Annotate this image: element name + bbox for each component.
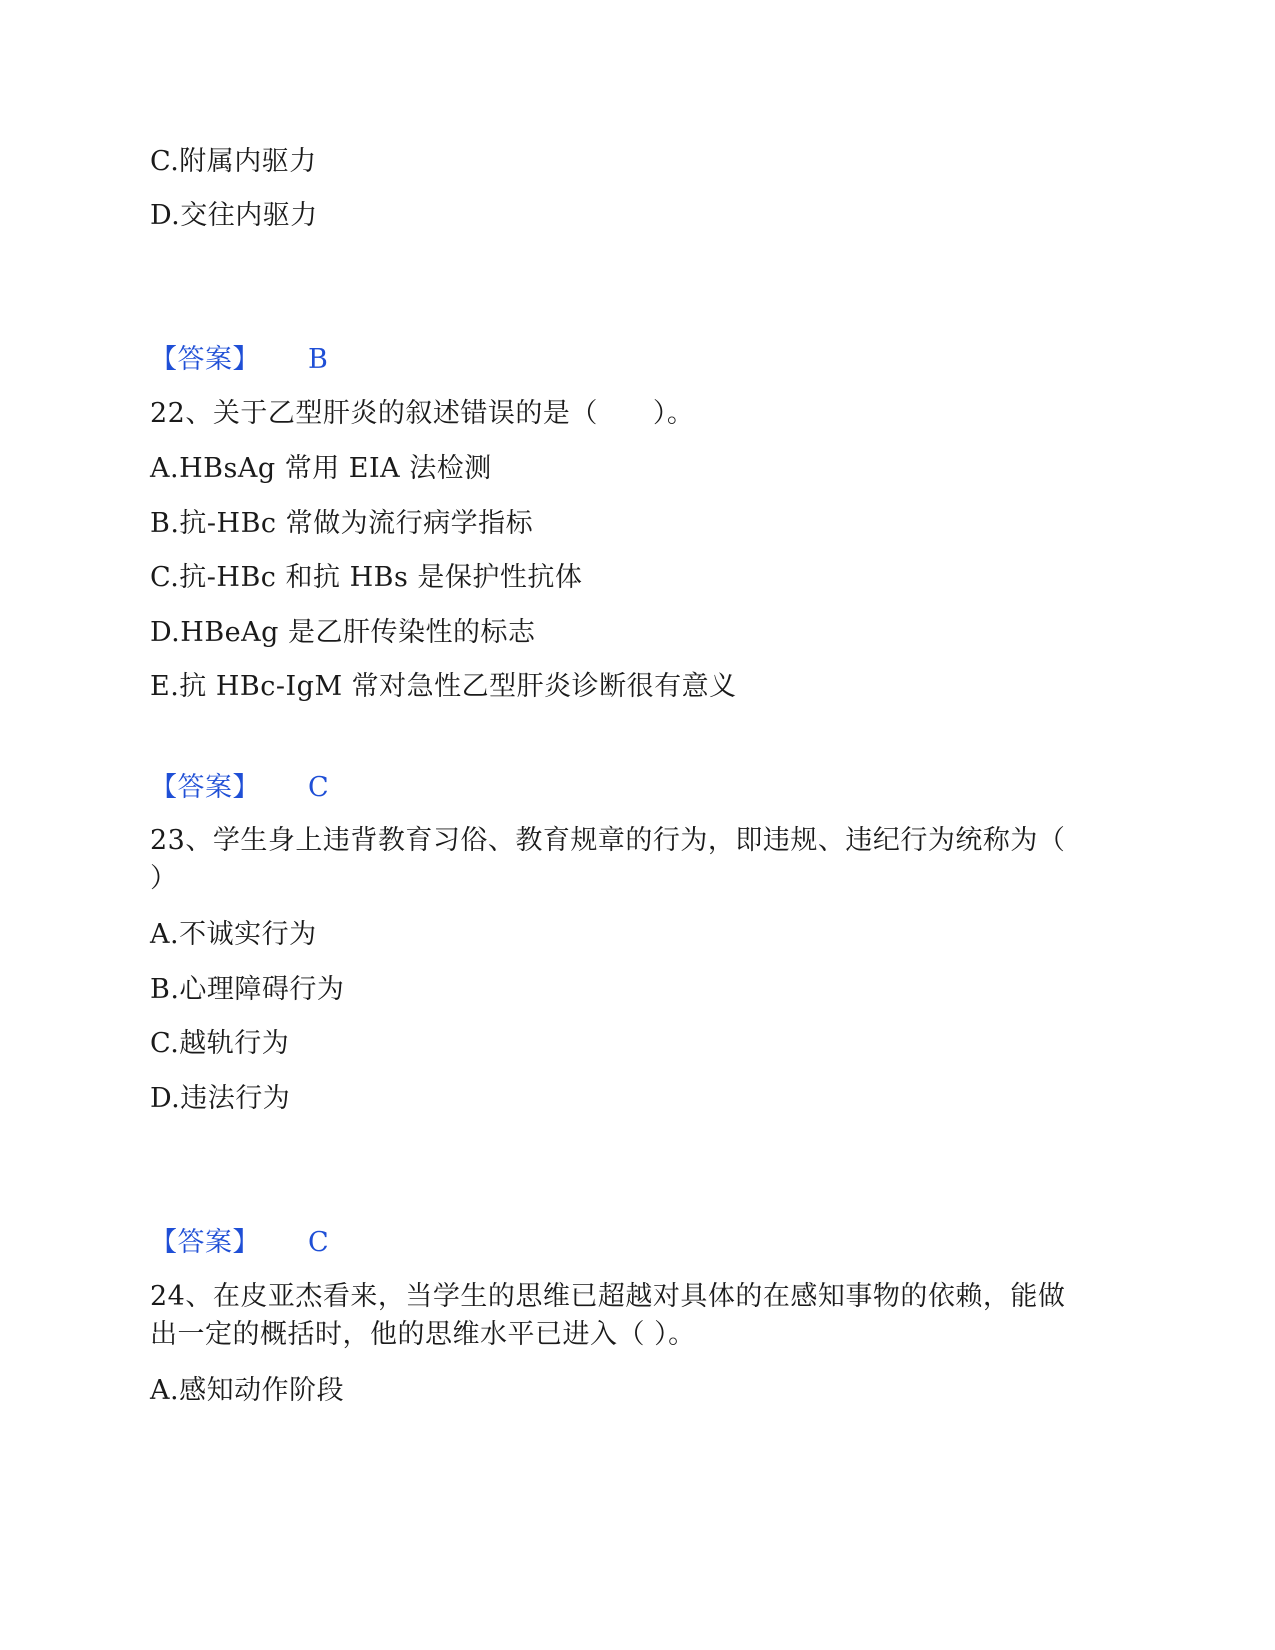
q21-option-d: D.交往内驱力 xyxy=(150,200,318,231)
q22-option-d: D.HBeAg 是乙肝传染性的标志 xyxy=(150,617,536,648)
q23-option-c: C.越轨行为 xyxy=(150,1028,290,1059)
answer-value: C xyxy=(308,1227,330,1258)
q22-option-c: C.抗-HBc 和抗 HBs 是保护性抗体 xyxy=(150,562,583,593)
answer-label: 【答案】 xyxy=(150,1227,260,1258)
q23-question-line1: 23、学生身上违背教育习俗、教育规章的行为，即违规、违纪行为统称为（ xyxy=(150,825,1066,856)
q23-answer xyxy=(150,1226,329,1260)
answer-value: C xyxy=(308,772,330,803)
q21-option-c: C.附属内驱力 xyxy=(150,146,317,177)
q23-question-line2: ） xyxy=(150,863,178,894)
q22-option-e: E.抗 HBc-IgM 常对急性乙型肝炎诊断很有意义 xyxy=(150,671,737,702)
answer-label: 【答案】 xyxy=(150,772,260,803)
q24-question-line1: 24、在皮亚杰看来，当学生的思维已超越对具体的在感知事物的依赖，能做 xyxy=(150,1281,1066,1312)
q22-question: 22、关于乙型肝炎的叙述错误的是（ ）。 xyxy=(150,398,695,429)
q22-option-a: A.HBsAg 常用 EIA 法检测 xyxy=(150,453,492,484)
q23-option-b: B.心理障碍行为 xyxy=(150,974,345,1005)
q23-option-d: D.违法行为 xyxy=(150,1083,291,1114)
q22-answer xyxy=(150,771,329,805)
q22-option-b: B.抗-HBc 常做为流行病学指标 xyxy=(150,508,534,539)
q24-option-a: A.感知动作阶段 xyxy=(150,1375,345,1406)
answer-label: 【答案】 xyxy=(150,344,260,375)
q24-question-line2: 出一定的概括时，他的思维水平已进入（ ）。 xyxy=(150,1319,696,1350)
q23-option-a: A.不诚实行为 xyxy=(150,919,317,950)
answer-value: B xyxy=(308,344,329,375)
q21-answer xyxy=(150,343,328,377)
